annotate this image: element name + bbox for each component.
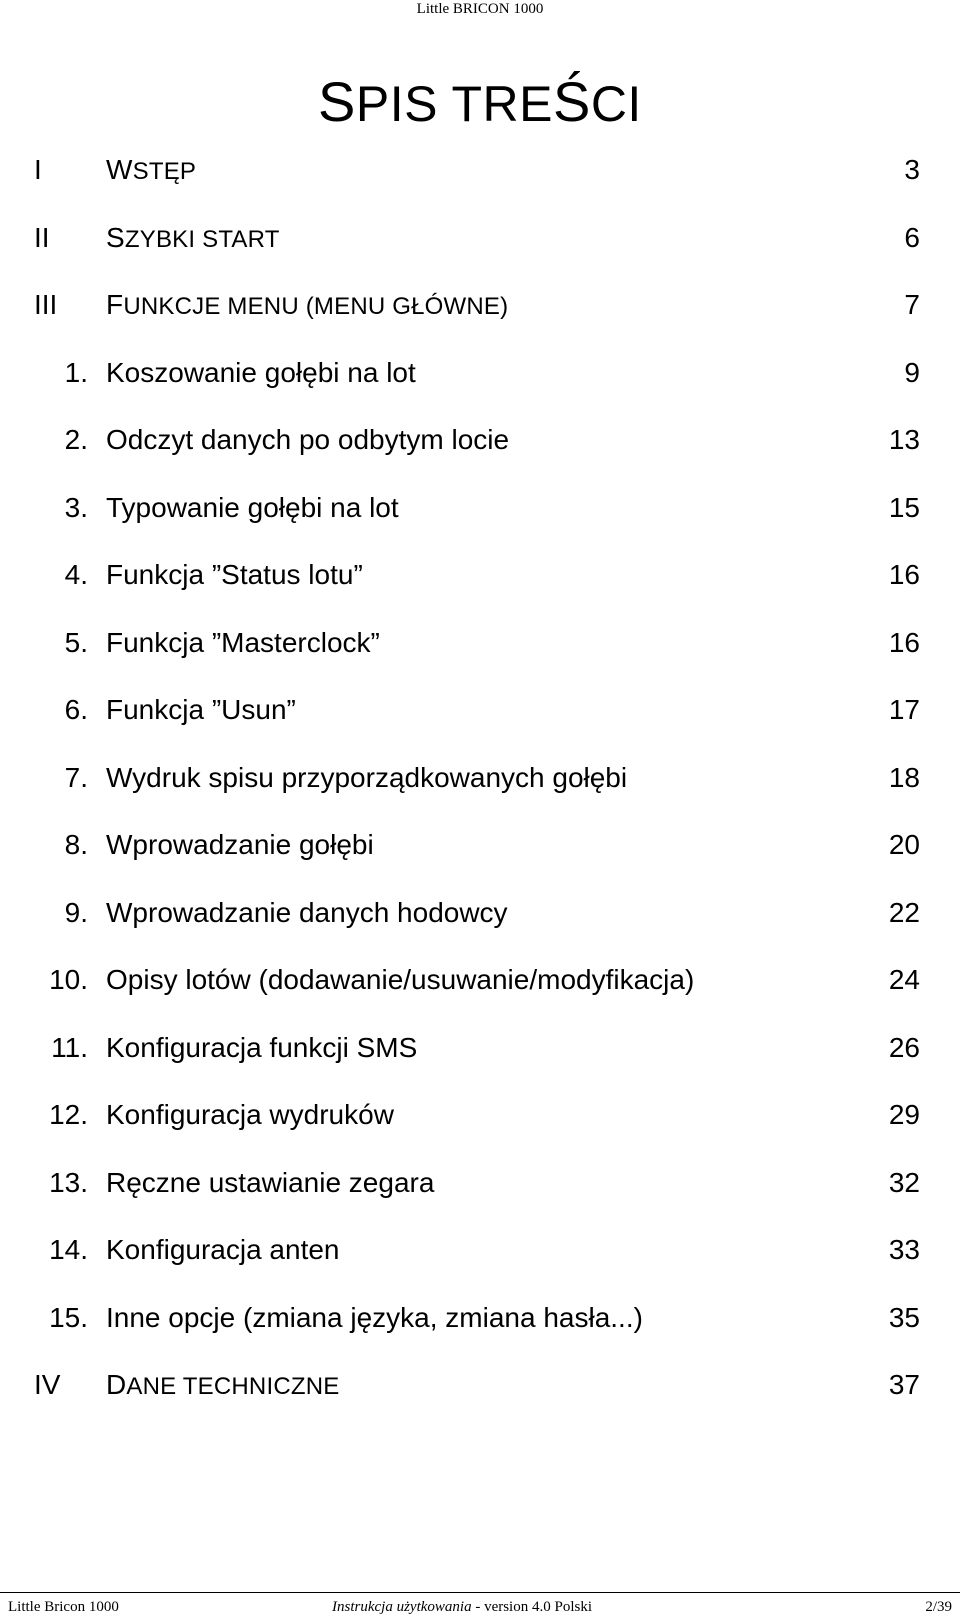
toc-section-4[interactable]: [0, 1365, 960, 1433]
toc-label: Inne opcje (zmiana języka, zmiana hasła...): [106, 1301, 643, 1333]
toc-label-cap: F: [106, 289, 124, 320]
toc-label: [106, 218, 280, 260]
toc-page: 17: [888, 694, 920, 725]
toc-label: Konfiguracja funkcji SMS: [106, 1031, 418, 1063]
toc-label-rest: STĘP: [132, 158, 197, 185]
title-part: PIS TRE: [355, 76, 553, 132]
toc-label-cap: S: [106, 221, 125, 253]
toc-label: Wydruk spisu przyporządkowanych gołębi: [106, 761, 628, 793]
toc-label: Wprowadzanie gołębi: [106, 829, 374, 860]
toc-item-13[interactable]: [0, 1163, 960, 1231]
toc-page: 9: [904, 356, 920, 388]
toc-label: [106, 285, 508, 327]
page-title: [318, 72, 642, 134]
toc-number: 3.: [64, 491, 88, 523]
running-header: Little BRICON 1000: [416, 1, 544, 17]
toc-label-rest: ANE TECHNICZNE: [126, 1373, 340, 1400]
toc-number: 13.: [49, 1166, 88, 1198]
toc-item-5[interactable]: [0, 623, 960, 691]
toc-number: 8.: [64, 829, 88, 860]
toc-page: 37: [888, 1369, 920, 1400]
toc-item-10[interactable]: [0, 960, 960, 1028]
table-of-contents: [0, 150, 960, 1433]
toc-item-8[interactable]: [0, 825, 960, 893]
toc-number: 15.: [49, 1301, 88, 1333]
toc-section-2[interactable]: [0, 218, 960, 286]
toc-label: [106, 150, 196, 192]
toc-page: 7: [904, 289, 920, 320]
toc-label: Funkcja ”Masterclock”: [106, 626, 380, 658]
toc-page: 26: [888, 1031, 920, 1063]
toc-roman: IV: [34, 1369, 61, 1400]
toc-number: 6.: [64, 694, 88, 725]
toc-label-cap: W: [106, 154, 133, 185]
toc-label: Typowanie gołębi na lot: [106, 491, 399, 523]
toc-label-rest: ZYBKI START: [124, 225, 280, 253]
title-initial-2: Ś: [552, 70, 591, 133]
toc-label: Opisy lotów (dodawanie/usuwanie/modyfikacja): [106, 964, 695, 995]
toc-page: 6: [904, 221, 920, 253]
toc-label: Funkcja ”Status lotu”: [106, 559, 363, 590]
toc-label-rest: UNKCJE MENU (MENU GŁÓWNE): [123, 293, 509, 320]
toc-page: 20: [888, 829, 920, 860]
toc-number: 2.: [64, 424, 88, 455]
toc-page: 3: [904, 154, 920, 185]
toc-page: 22: [888, 896, 920, 928]
toc-roman: III: [34, 289, 58, 320]
toc-label: Odczyt danych po odbytym locie: [106, 424, 510, 455]
toc-page: 33: [888, 1234, 920, 1265]
toc-page: 13: [888, 424, 920, 455]
footer-left: Little Bricon 1000: [8, 1599, 119, 1615]
toc-label: Koszowanie gołębi na lot: [106, 356, 416, 388]
toc-item-1[interactable]: [0, 353, 960, 421]
footer-page-number: 2/39: [925, 1599, 952, 1615]
footer-version: version 4.0 Polski: [484, 1599, 592, 1615]
toc-number: 11.: [51, 1031, 88, 1063]
toc-section-3[interactable]: [0, 285, 960, 353]
toc-number: 9.: [64, 896, 88, 928]
toc-number: 12.: [49, 1099, 88, 1130]
toc-page: 16: [888, 626, 920, 658]
page-footer: [0, 1592, 960, 1619]
title-initial: S: [318, 70, 356, 133]
toc-item-6[interactable]: [0, 690, 960, 758]
toc-number: 14.: [49, 1234, 88, 1265]
toc-page: 15: [888, 491, 920, 523]
toc-item-15[interactable]: [0, 1298, 960, 1366]
toc-number: 10.: [49, 964, 88, 995]
toc-label: Konfiguracja anten: [106, 1234, 340, 1265]
toc-page: 18: [888, 761, 920, 793]
toc-number: 5.: [64, 626, 88, 658]
toc-label: Wprowadzanie danych hodowcy: [106, 896, 508, 928]
toc-page: 29: [888, 1099, 920, 1130]
toc-page: 35: [888, 1301, 920, 1333]
footer-manual-title: Instrukcja użytkowania -: [332, 1599, 485, 1615]
toc-label: [106, 1365, 339, 1407]
toc-label: Ręczne ustawianie zegara: [106, 1166, 435, 1198]
toc-number: 4.: [64, 559, 88, 590]
toc-item-11[interactable]: [0, 1028, 960, 1096]
toc-label-cap: D: [106, 1369, 127, 1400]
toc-label: Konfiguracja wydruków: [106, 1099, 394, 1130]
toc-number: 7.: [64, 761, 88, 793]
toc-item-14[interactable]: [0, 1230, 960, 1298]
toc-page: 24: [888, 964, 920, 995]
toc-section-1[interactable]: [0, 150, 960, 218]
toc-item-2[interactable]: [0, 420, 960, 488]
toc-page: 16: [888, 559, 920, 590]
toc-roman: II: [34, 221, 50, 253]
toc-item-3[interactable]: [0, 488, 960, 556]
footer-center: [332, 1599, 592, 1616]
title-part-2: CI: [590, 76, 642, 132]
toc-item-4[interactable]: [0, 555, 960, 623]
toc-page: 32: [888, 1166, 920, 1198]
toc-item-7[interactable]: [0, 758, 960, 826]
toc-number: 1.: [64, 356, 88, 388]
toc-item-9[interactable]: [0, 893, 960, 961]
toc-label: Funkcja ”Usun”: [106, 694, 296, 725]
toc-roman: I: [34, 154, 42, 185]
toc-item-12[interactable]: [0, 1095, 960, 1163]
